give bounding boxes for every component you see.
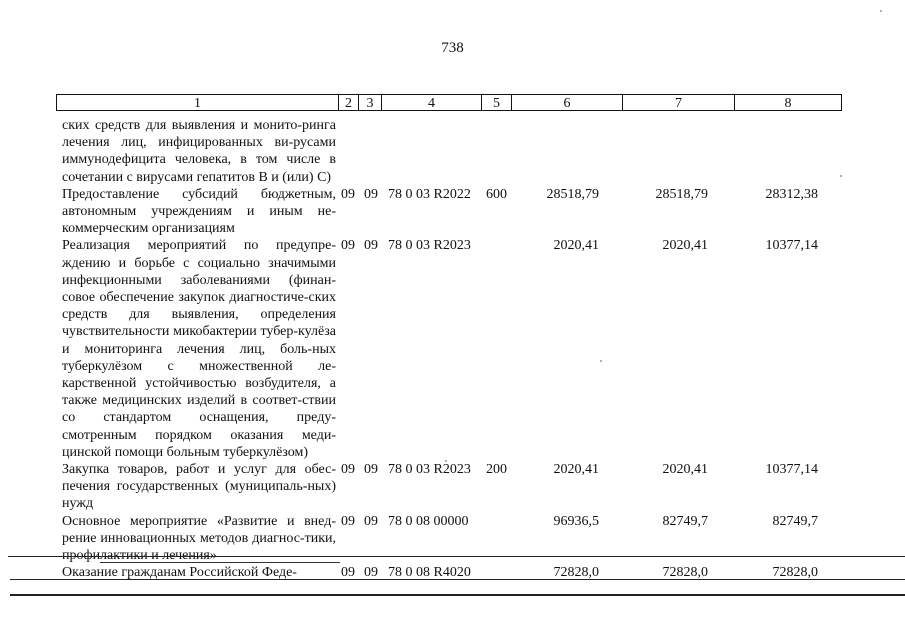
- subsection-code: 09: [364, 238, 378, 254]
- subsection-code: 09: [364, 565, 378, 581]
- divider-line: [10, 594, 905, 596]
- table-row: [62, 237, 842, 461]
- amount-col-8: 10377,14: [765, 238, 818, 254]
- row-description: ских средств для выявления и монито-ринга лечения лиц, инфицированных ви-русами иммунодефицита человека, в том числе в сочетании с вирусами гепатитов В и (или) С): [62, 118, 336, 185]
- target-article-code: 78 0 03 R2023: [388, 238, 471, 254]
- section-code: 09: [341, 186, 355, 202]
- amount-col-7: 82749,7: [662, 513, 708, 529]
- amount-col-8: 10377,14: [765, 462, 818, 478]
- header-col-1: 1: [57, 95, 339, 110]
- header-col-4: 4: [382, 95, 482, 110]
- amount-col-6: 2020,41: [553, 238, 599, 254]
- row-description: Предоставление субсидий бюджетным, автономным учреждениям и иным не-коммерческим организациям: [62, 186, 336, 237]
- header-col-3: 3: [359, 95, 382, 110]
- header-col-6: 6: [512, 95, 623, 110]
- amount-col-7: 2020,41: [662, 238, 708, 254]
- target-article-code: 78 0 03 R2023: [388, 462, 471, 478]
- scan-speck: [880, 10, 882, 12]
- target-article-code: 78 0 08 R4020: [388, 565, 471, 581]
- amount-col-6: 2020,41: [553, 462, 599, 478]
- divider-line: [8, 556, 905, 557]
- header-col-2: 2: [339, 95, 359, 110]
- amount-col-7: 72828,0: [662, 565, 708, 581]
- table-row: [62, 186, 842, 238]
- strike-line: [100, 562, 340, 563]
- row-description: Закупка товаров, работ и услуг для обес-печения государственных (муниципаль-ных) нужд: [62, 462, 336, 512]
- subsection-code: 09: [364, 513, 378, 529]
- row-description: Оказание гражданам Российской Феде-: [62, 565, 297, 581]
- row-description: Реализация мероприятий по предупре-ждению и борьбе с социально значимыми инфекционными заболеваниями (финан-совое обеспечение закупок диагностиче-ских средств для выявления, определения чувствительности микобактерии тубер-кулёза и мониторинга лечения лиц, боль-ных туберкулёзом с множественной ле-карственной устойчивостью возбудителя, а также медицинских изделий в соответ-ствии со стандартом оснащения, преду-смотренным порядком оказания меди-цинской помощи больным туберкулёзом): [62, 238, 336, 460]
- scan-speck: [445, 460, 447, 462]
- section-code: 09: [341, 565, 355, 581]
- table-row: [62, 461, 842, 513]
- header-col-8: 8: [784, 96, 792, 111]
- subsection-code: 09: [364, 462, 378, 478]
- header-col-5: 5: [482, 95, 512, 110]
- subsection-code: 09: [364, 186, 378, 202]
- target-article-code: 78 0 03 R2022: [388, 186, 471, 202]
- header-col-7: 7: [623, 95, 735, 110]
- amount-col-8: 82749,7: [772, 513, 818, 529]
- amount-col-7: 28518,79: [655, 186, 708, 202]
- table-row: [62, 117, 842, 186]
- table-body: [62, 117, 842, 581]
- target-article-code: 78 0 08 00000: [388, 513, 469, 529]
- amount-col-7: 2020,41: [662, 462, 708, 478]
- table-header: [56, 94, 842, 111]
- amount-col-6: 28518,79: [546, 186, 599, 202]
- amount-col-8: 28312,38: [765, 186, 818, 202]
- section-code: 09: [341, 238, 355, 254]
- amount-col-6: 72828,0: [553, 565, 599, 581]
- scan-speck: [840, 175, 842, 177]
- amount-col-8: 72828,0: [772, 565, 818, 581]
- row-description: Основное мероприятие «Развитие и внед-рение инновационных методов диагнос-тики, профилактики и лечения»: [62, 513, 336, 564]
- section-code: 09: [341, 513, 355, 529]
- scan-speck: [600, 360, 602, 362]
- divider-line: [10, 579, 905, 580]
- expense-type-code: 600: [486, 186, 507, 202]
- expense-type-code: 200: [486, 462, 507, 478]
- section-code: 09: [341, 462, 355, 478]
- page-number: 738: [441, 40, 464, 56]
- amount-col-6: 96936,5: [553, 513, 599, 529]
